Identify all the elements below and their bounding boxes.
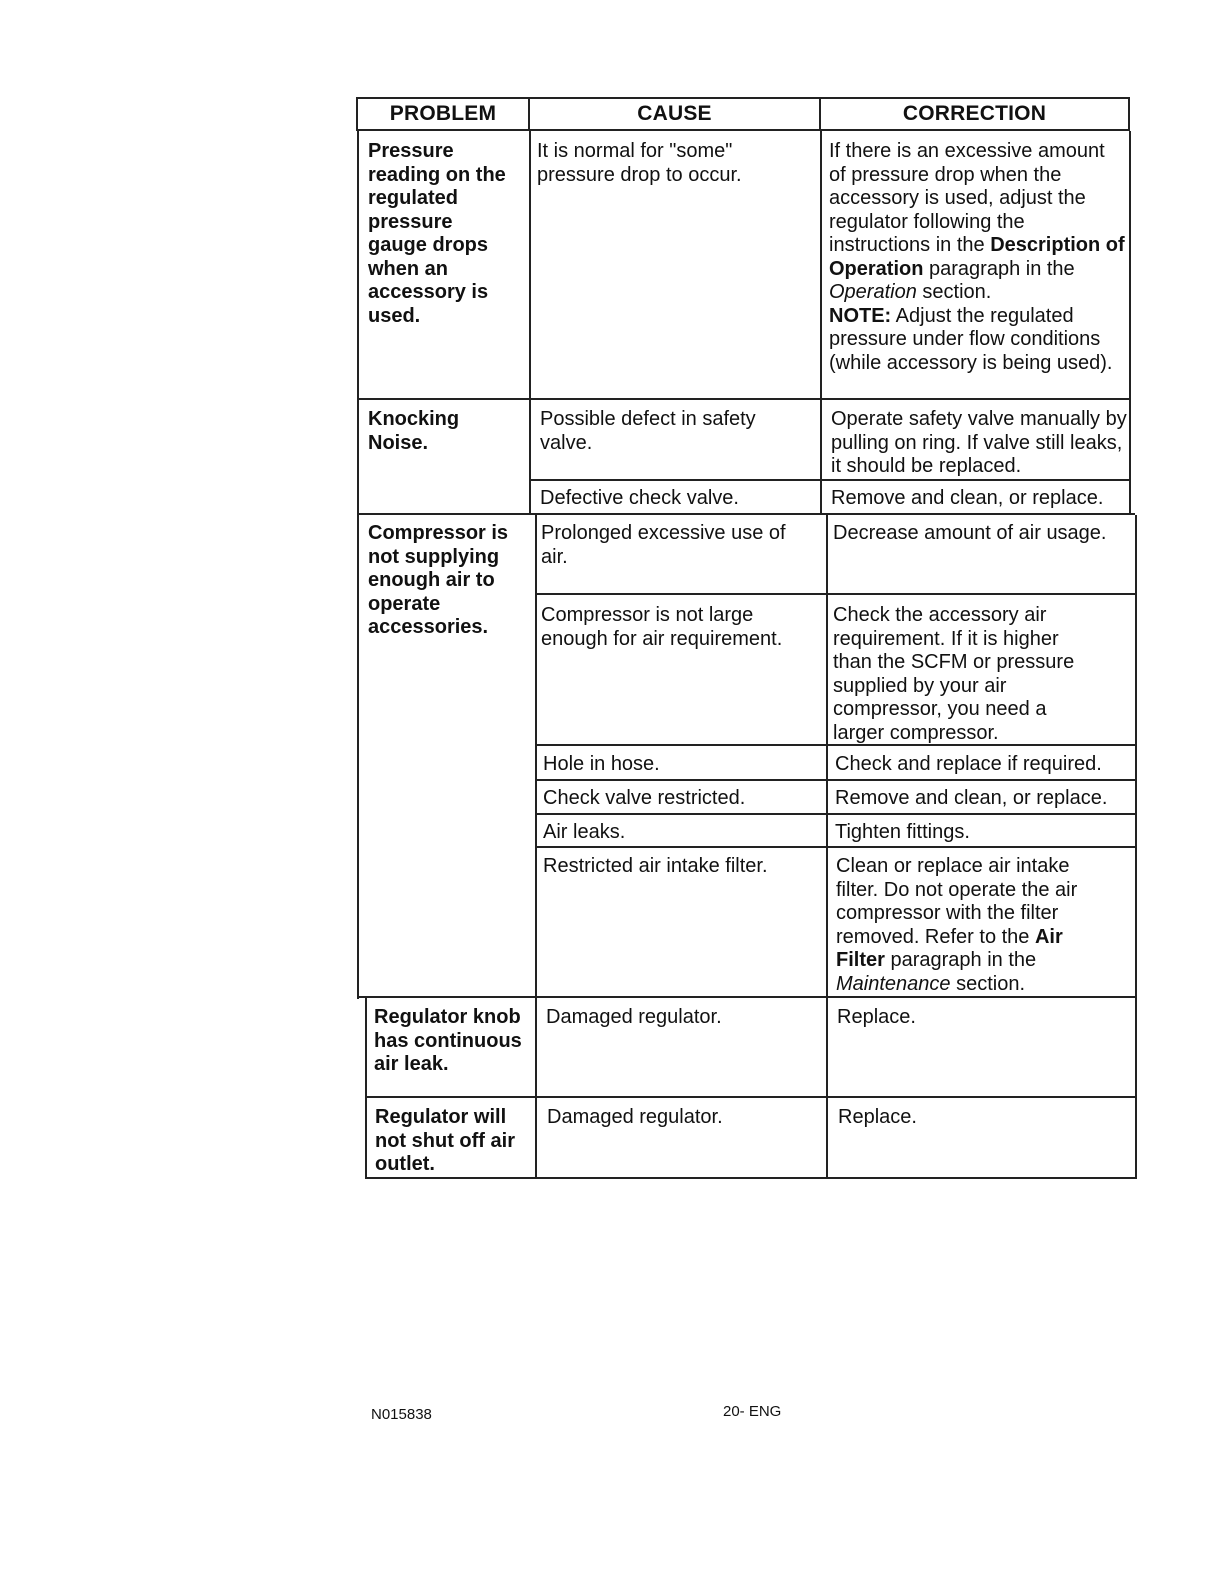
correction-cell: Remove and clean, or replace.: [835, 787, 1108, 809]
cause-cell: Hole in hose.: [543, 753, 660, 775]
row-line: [535, 813, 1137, 815]
cause-cell: Damaged regulator.: [547, 1106, 723, 1128]
row-line: [357, 513, 1135, 515]
problem-cell: Regulator knob has continuous air leak.: [374, 1006, 522, 1075]
column-divider-1: [529, 131, 531, 515]
correction-cell: Replace.: [838, 1106, 917, 1128]
correction-italic-ref: Operation: [829, 281, 917, 303]
note-label: NOTE:: [829, 304, 892, 327]
correction-cell: Decrease amount of air usage.: [833, 522, 1107, 544]
correction-bold-ref: Description of Operation: [829, 234, 1125, 280]
cause-cell: Restricted air intake filter.: [543, 855, 768, 877]
cause-cell: Defective check valve.: [540, 487, 739, 509]
correction-text: paragraph in the: [884, 949, 1037, 971]
row-line: [529, 479, 1131, 481]
column-divider-2: [820, 131, 822, 515]
row-line: [365, 1177, 1137, 1179]
cause-cell: Possible defect in safety valve.: [540, 408, 756, 454]
cause-cell: Compressor is not large enough for air requirement.: [541, 604, 783, 650]
row-line: [365, 1096, 1137, 1098]
correction-cell: Check and replace if required.: [835, 753, 1102, 775]
correction-cell: Replace.: [837, 1006, 916, 1028]
document-code: N015838: [371, 1406, 432, 1423]
note-text: Adjust the regulated pressure under flow conditions (while accessory is being used).: [829, 304, 1113, 374]
table-border-right: [1129, 131, 1131, 515]
correction-text: If there is an excessive amount of pressure drop when the accessory is used, adjust the regulator following the instructions in the: [829, 140, 1105, 256]
header-problem: PROBLEM: [356, 97, 530, 131]
correction-cell: Remove and clean, or replace.: [831, 487, 1104, 509]
header-cause: CAUSE: [528, 97, 821, 131]
correction-cell: Tighten fittings.: [835, 821, 970, 843]
correction-text: section.: [916, 281, 992, 303]
correction-italic-ref: Maintenance: [836, 972, 951, 995]
problem-cell: Pressure reading on the regulated pressure gauge drops when an accessory is used.: [368, 140, 506, 327]
page-number: 20- ENG: [723, 1403, 782, 1420]
problem-cell: Knocking Noise.: [368, 408, 460, 454]
row-line: [535, 593, 1137, 595]
row-line: [357, 996, 1137, 998]
problem-cell: Compressor is not supplying enough air to operate accessories.: [368, 522, 509, 638]
correction-text: Clean or replace air intake filter. Do not operate the air compressor with the filter removed. Refer to the: [836, 855, 1078, 948]
correction-text: paragraph in the: [923, 257, 1075, 280]
cause-cell: Damaged regulator.: [546, 1006, 722, 1028]
header-correction: CORRECTION: [819, 97, 1130, 131]
row-line: [357, 398, 1131, 400]
correction-text: section.: [950, 972, 1026, 995]
correction-bold-ref: Air Filter: [836, 925, 1063, 971]
problem-cell: Regulator will not shut off air outlet.: [375, 1106, 515, 1175]
cause-cell: Prolonged excessive use of air.: [541, 522, 786, 568]
cause-cell: Check valve restricted.: [543, 787, 746, 809]
cause-cell: It is normal for "some" pressure drop to occur.: [537, 140, 742, 186]
row-line: [535, 779, 1137, 781]
correction-cell: Operate safety valve manually by pulling on ring. If valve still leaks, it should be replaced.: [831, 408, 1127, 477]
correction-cell: [836, 855, 1106, 996]
row-line: [535, 846, 1137, 848]
correction-cell: [829, 140, 1125, 375]
cause-cell: Air leaks.: [543, 821, 626, 843]
correction-cell: Check the accessory air requirement. If it is higher than the SCFM or pressure supplied by your air compressor, you need a larger compressor.: [833, 604, 1075, 744]
